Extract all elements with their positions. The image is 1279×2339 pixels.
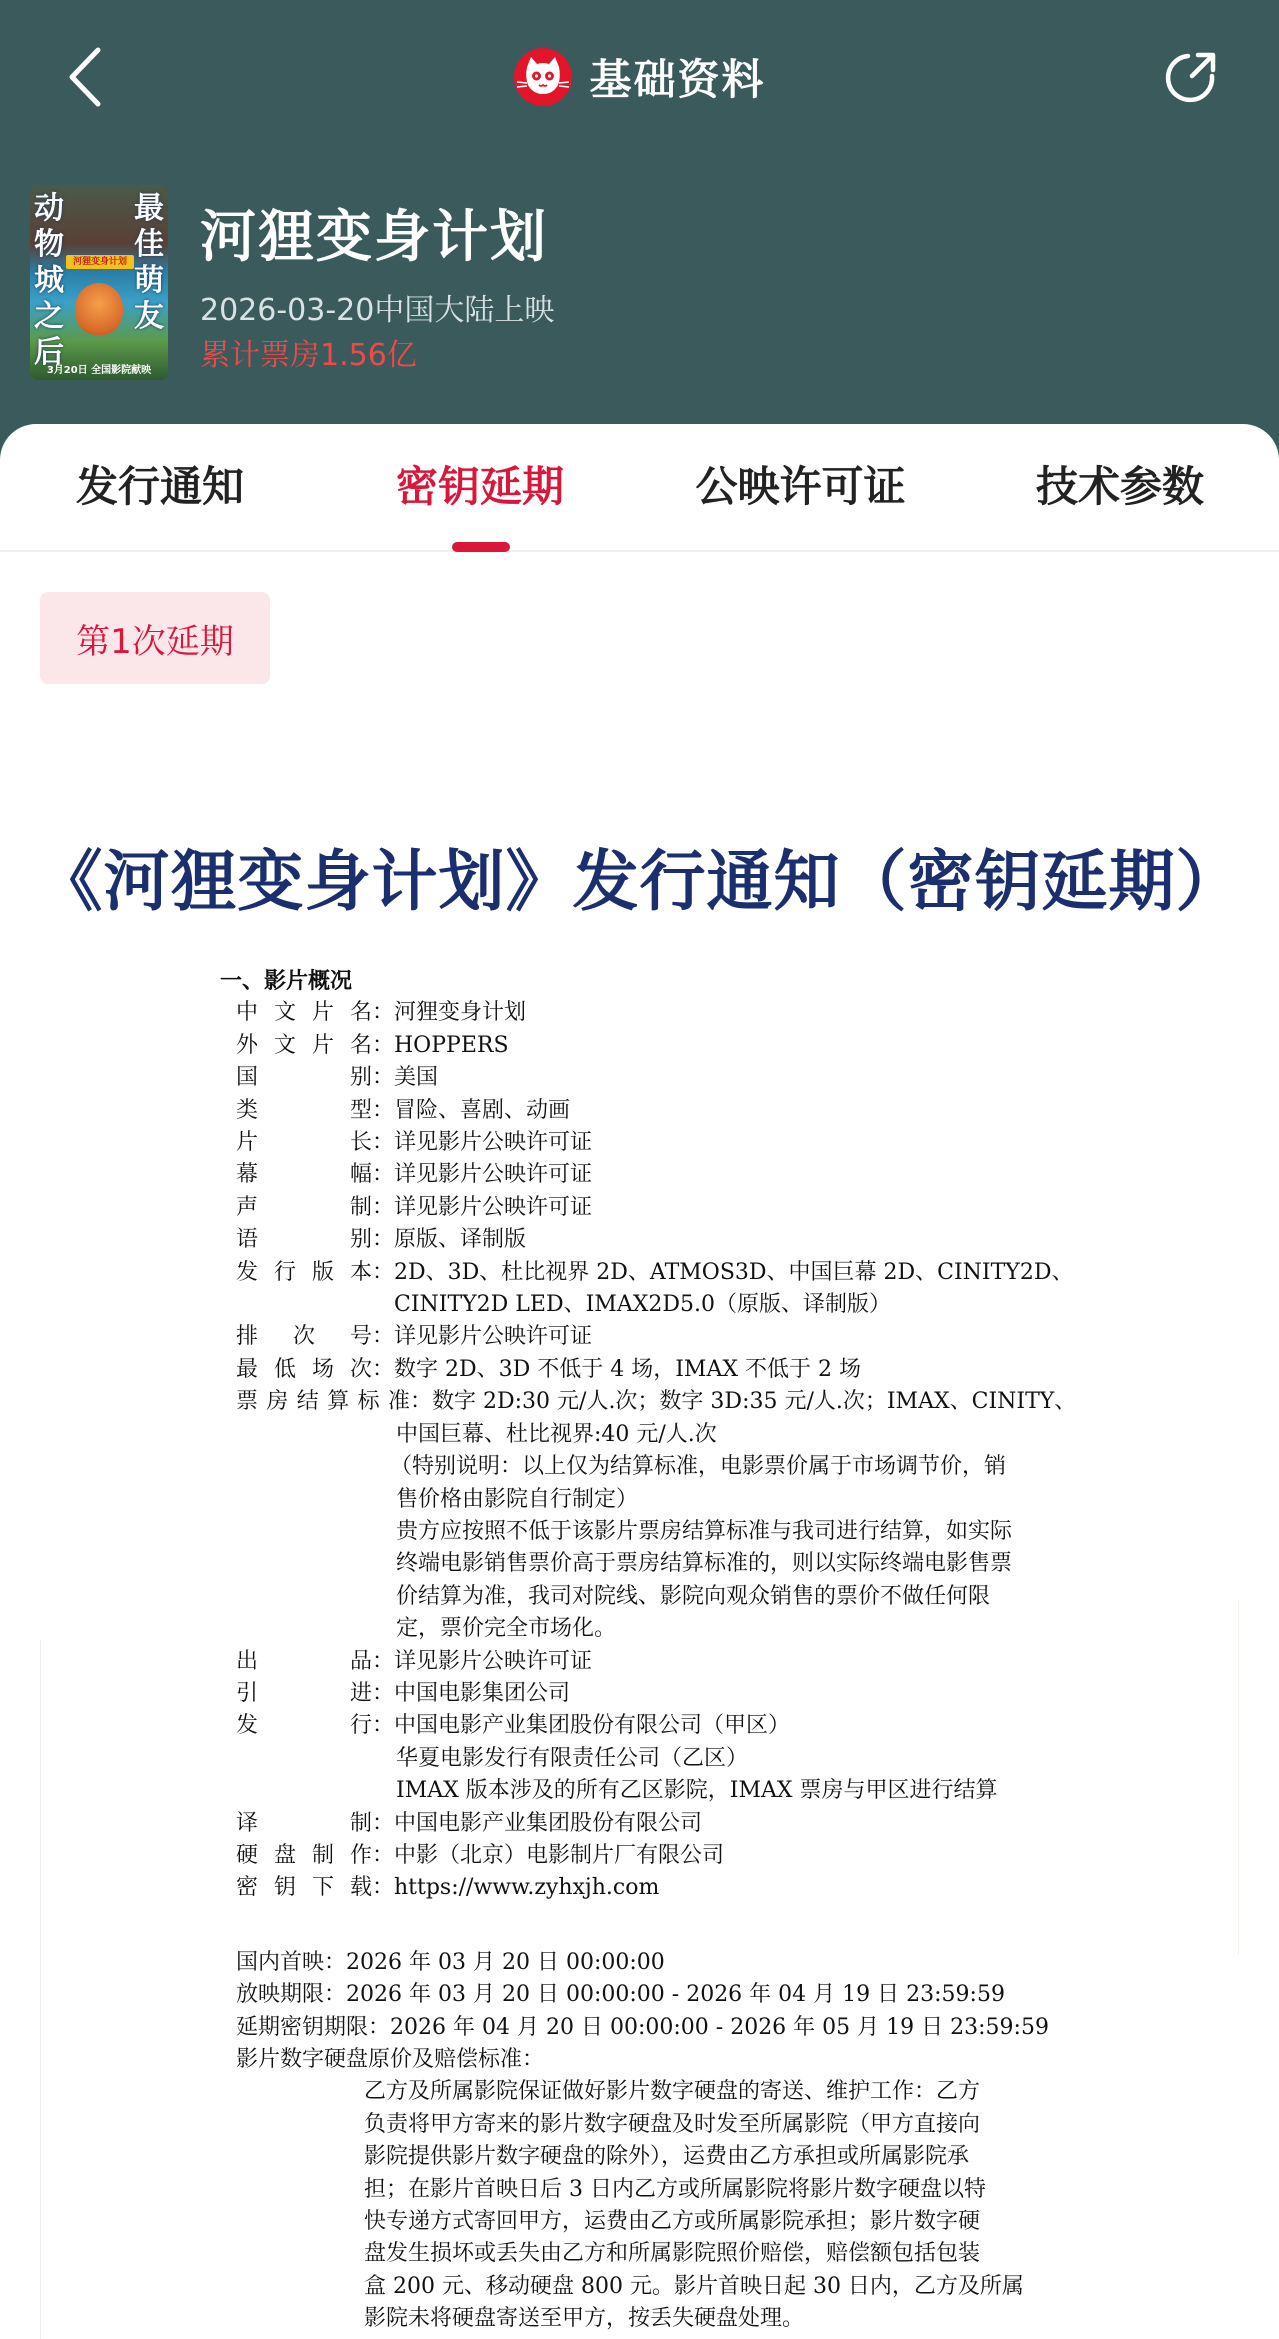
field-row: 中文片名 ： 河狸变身计划 xyxy=(236,1000,527,1026)
key-download-row: 密钥下载 ： https://www.zyhxjh.com xyxy=(220,1872,1080,1904)
poster-beaver-illustration xyxy=(75,283,123,335)
field-row: 发行 ： 中国电影产业集团股份有限公司（甲区） xyxy=(236,1713,791,1739)
share-arrow-icon xyxy=(1158,46,1222,110)
date-row: 国内首映 ： 2026 年 03 月 20 日 00:00:00 xyxy=(236,1949,665,1975)
disk-para: 乙方及所属影院保证做好影片数字硬盘的寄送、维护工作：乙方 xyxy=(364,2079,981,2105)
date-row: 延期密钥期限 ： 2026 年 04 月 20 日 00:00:00 - 2026 年 05 月 19 日 23:59:59 xyxy=(236,2014,1049,2040)
field-row: 声制 ： 详见影片公映许可证 xyxy=(236,1194,593,1220)
field-row: 片长 ： 详见影片公映许可证 xyxy=(236,1130,593,1156)
settlement-note: （特别说明：以上仅为结算标准，电影票价属于市场调节价，销 xyxy=(390,1454,1007,1480)
disk-para: 担；在影片首映日后 3 日内乙方或所属影院将影片数字硬盘以特 xyxy=(364,2176,986,2202)
date-row: 放映期限 ： 2026 年 03 月 20 日 00:00:00 - 2026 年 04 月 19 日 23:59:59 xyxy=(236,1982,1005,2008)
tab-tech-specs[interactable]: 技术参数 xyxy=(1035,462,1204,511)
disk-para: 影院未将硬盘寄送至甲方，按丢失硬盘处理。 xyxy=(364,2306,805,2332)
settlement-para: 终端电影销售票价高于票房结算标准的，则以实际终端电影售票 xyxy=(396,1551,1013,1577)
field-row: 幕幅 ： 详见影片公映许可证 xyxy=(236,1162,593,1188)
tab-key-extension[interactable]: 密钥延期 xyxy=(395,462,564,511)
section-heading: 一、影片概况 xyxy=(220,968,353,994)
active-tab-indicator xyxy=(452,542,510,552)
poster-left-text: 动 物 城 之 后 xyxy=(34,191,64,370)
disk-para: 负责将甲方寄来的影片数字硬盘及时发至所属影院（甲方直接向 xyxy=(364,2111,981,2137)
settlement-note: 售价格由影院自行制定） xyxy=(396,1486,639,1512)
poster-date: 3月20日 全国影院献映 xyxy=(46,365,152,376)
release-versions-cont: CINITY2D LED、IMAX2D5.0（原版、译制版） xyxy=(394,1292,891,1318)
back-button[interactable] xyxy=(62,44,112,110)
field-row: 国别 ： 美国 xyxy=(236,1065,439,1091)
movie-title: 河狸变身计划 xyxy=(200,205,548,270)
settlement-para: 价结算为准，我司对院线、影院向观众销售的票价不做任何限 xyxy=(396,1583,991,1609)
cumulative-boxoffice: 累计票房1.56亿 xyxy=(200,338,417,373)
page-title: 基础资料 xyxy=(589,55,766,104)
settlement-row: 票房结算标准 ： 数字 2D:30 元/人.次；数字 3D:35 元/人.次；IMAX、CINITY、 xyxy=(236,1389,1077,1415)
field-row: 引进 ： 中国电影集团公司 xyxy=(236,1680,571,1706)
share-button[interactable] xyxy=(1158,46,1222,110)
document-title: 《河狸变身计划》发行通知（密钥延期） xyxy=(36,843,1243,920)
release-versions-row: 发行版本 ： 2D、3D、杜比视界 2D、ATMOS3D、中国巨幕 2D、CINITY2D、 xyxy=(236,1259,1074,1285)
settlement-cont: 中国巨幕、杜比视界:40 元/人.次 xyxy=(396,1421,717,1447)
field-row: 外文片名 ： HOPPERS xyxy=(236,1032,509,1058)
field-row: 出品 ： 详见影片公映许可证 xyxy=(236,1648,593,1674)
min-shows-row: 最低场次 ： 数字 2D、3D 不低于 4 场，IMAX 不低于 2 场 xyxy=(236,1356,861,1382)
date-row: 影片数字硬盘原价及赔偿标准 ： xyxy=(236,2047,545,2072)
movie-info xyxy=(30,185,1250,385)
chevron-left-icon xyxy=(62,44,112,110)
disk-para: 盒 200 元、移动硬盘 800 元。影片首映日起 30 日内，乙方及所属 xyxy=(364,2273,1024,2299)
batch-no-row: 排 次 号 ： 详见影片公映许可证 xyxy=(236,1324,593,1350)
field-row: 硬盘制作 ： 中影（北京）电影制片厂有限公司 xyxy=(236,1842,725,1868)
poster-logo: 河狸变身计划 xyxy=(66,255,134,269)
distribution-cont: 华夏电影发行有限责任公司（乙区） xyxy=(396,1745,749,1771)
distribution-cont: IMAX 版本涉及的所有乙区影院，IMAX 票房与甲区进行结算 xyxy=(396,1778,998,1804)
tab-release-notice[interactable]: 发行通知 xyxy=(75,462,244,511)
document-edge-left xyxy=(40,1640,41,2339)
disk-para: 盘发生损坏或丢失由乙方和所属影院照价赔偿，赔偿额包括包装 xyxy=(364,2241,981,2267)
settlement-para: 定，票价完全市场化。 xyxy=(396,1616,617,1642)
maoyan-cat-logo-icon xyxy=(513,47,573,107)
poster-right-text: 最 佳 萌 友 xyxy=(134,191,164,334)
field-row: 译制 ： 中国电影产业集团股份有限公司 xyxy=(236,1810,703,1836)
header xyxy=(0,0,1279,470)
key-download-link[interactable]: https://www.zyhxjh.com xyxy=(394,1875,660,1901)
page-title-bar xyxy=(0,44,1279,110)
tab-screening-license[interactable]: 公映许可证 xyxy=(695,462,906,511)
document-body xyxy=(220,965,1080,2336)
tab-bar xyxy=(0,424,1279,552)
extension-chip[interactable]: 第1次延期 xyxy=(40,592,270,684)
field-row: 语别 ： 原版、译制版 xyxy=(236,1227,527,1253)
settlement-para: 贵方应按照不低于该影片票房结算标准与我司进行结算，如实际 xyxy=(396,1518,1013,1544)
field-row: 类型 ： 冒险、喜剧、动画 xyxy=(236,1097,571,1123)
disk-para: 快专递方式寄回甲方，运费由乙方或所属影院承担；影片数字硬 xyxy=(364,2209,981,2235)
disk-para: 影院提供影片数字硬盘的除外），运费由乙方承担或所属影院承 xyxy=(364,2144,970,2170)
release-date: 2026-03-20中国大陆上映 xyxy=(200,293,555,328)
movie-poster[interactable] xyxy=(30,185,168,380)
document-edge-right xyxy=(1238,1600,1239,1955)
